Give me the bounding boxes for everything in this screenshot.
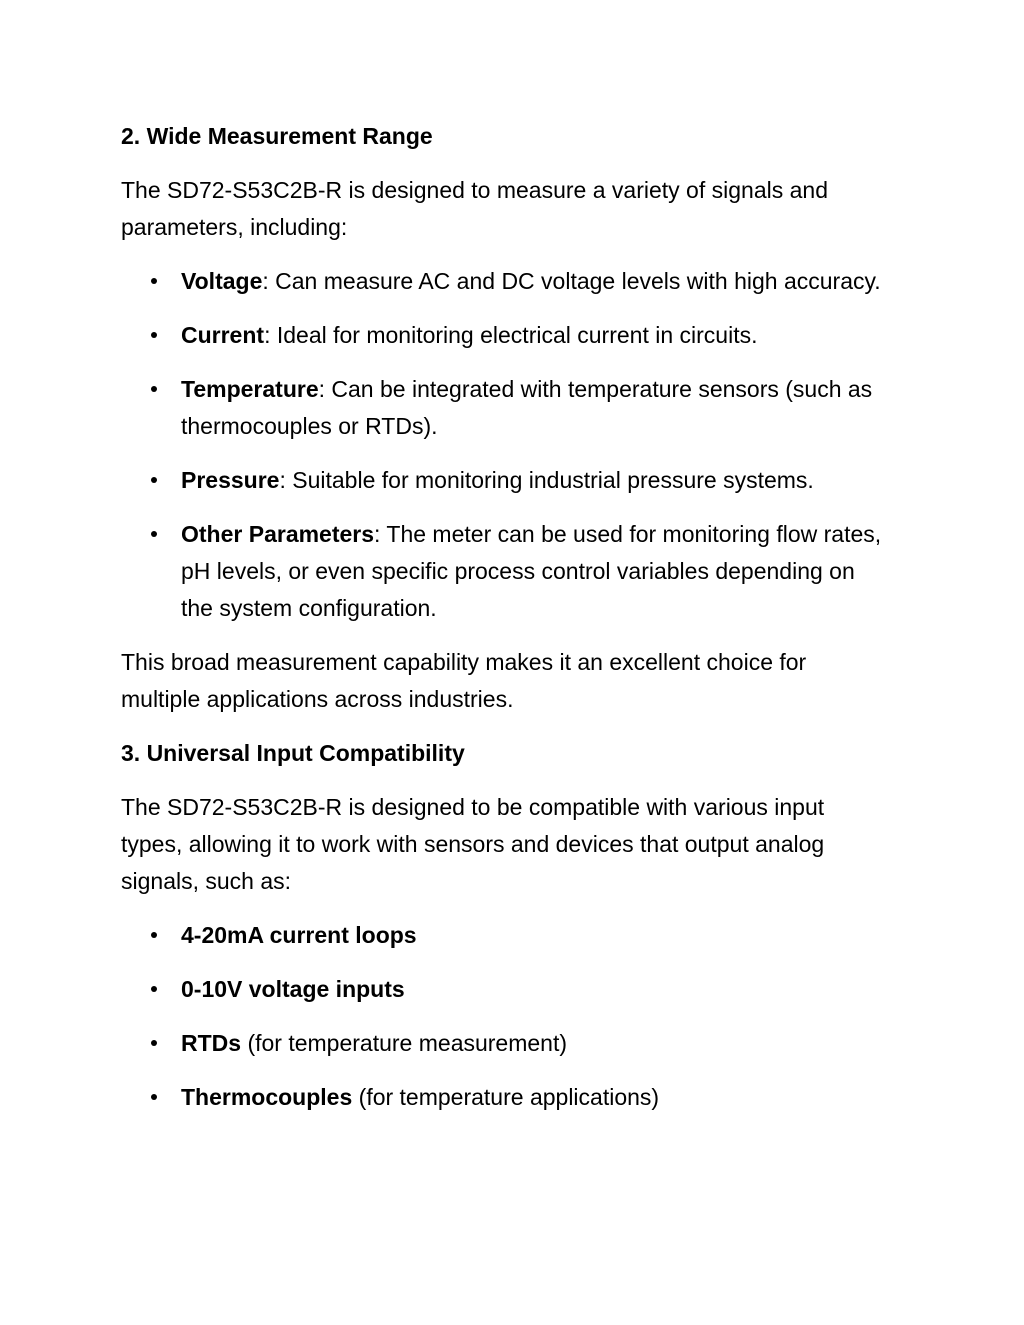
bullet-icon: [151, 332, 157, 338]
list-item-text: : Ideal for monitoring electrical current in circuits.: [264, 322, 758, 348]
list-item-term: Thermocouples: [181, 1084, 353, 1110]
bullet-icon: [151, 531, 157, 537]
document-page: [121, 118, 891, 1133]
list-item-term: Current: [181, 322, 265, 348]
list-item-voltage: [121, 263, 891, 300]
list-item-term: Other Parameters: [181, 521, 375, 547]
list-item-voltage-inputs: [121, 971, 891, 1008]
list-item-other-parameters: [121, 516, 891, 627]
input-types-list: [121, 917, 891, 1116]
list-item-pressure: [121, 462, 891, 499]
bullet-icon: [151, 1094, 157, 1100]
list-item-thermocouples: [121, 1079, 891, 1116]
list-item-term: 4-20mA current loops: [181, 922, 417, 948]
list-item-term: Pressure: [181, 467, 280, 493]
bullet-icon: [151, 386, 157, 392]
bullet-icon: [151, 278, 157, 284]
list-item-current-loops: [121, 917, 891, 954]
bullet-icon: [151, 986, 157, 992]
list-item-text: : Suitable for monitoring industrial pressure systems.: [279, 467, 814, 493]
list-item-current: [121, 317, 891, 354]
measurement-parameters-list: [121, 263, 891, 627]
list-item-text: : Can measure AC and DC voltage levels with high accuracy.: [262, 268, 881, 294]
list-item-text: : Can be integrated with temperature sensors (such as thermocouples or RTDs).: [181, 376, 873, 439]
list-item-temperature: [121, 371, 891, 445]
list-item-term: Temperature: [181, 376, 319, 402]
section-heading-input-compatibility: 3. Universal Input Compatibility: [121, 740, 465, 766]
list-item-term: Voltage: [181, 268, 263, 294]
section-intro-measurement-range: The SD72-S53C2B-R is designed to measure a variety of signals and parameters, including:: [121, 177, 828, 240]
section-closing-measurement-range: This broad measurement capability makes it an excellent choice for multiple applications across industries.: [121, 649, 807, 712]
list-item-term: 0-10V voltage inputs: [181, 976, 405, 1002]
section-heading-measurement-range: 2. Wide Measurement Range: [121, 123, 433, 149]
list-item-text: (for temperature applications): [352, 1084, 660, 1110]
bullet-icon: [151, 1040, 157, 1046]
section-intro-input-compatibility: The SD72-S53C2B-R is designed to be compatible with various input types, allowing it to work with sensors and devices that output analog signals, such as:: [121, 794, 825, 894]
list-item-text: (for temperature measurement): [241, 1030, 568, 1056]
list-item-text: : The meter can be used for monitoring flow rates, pH levels, or even specific process control variables depending on the system configuration.: [181, 521, 882, 621]
bullet-icon: [151, 477, 157, 483]
list-item-rtds: [121, 1025, 891, 1062]
list-item-term: RTDs: [181, 1030, 242, 1056]
bullet-icon: [151, 932, 157, 938]
